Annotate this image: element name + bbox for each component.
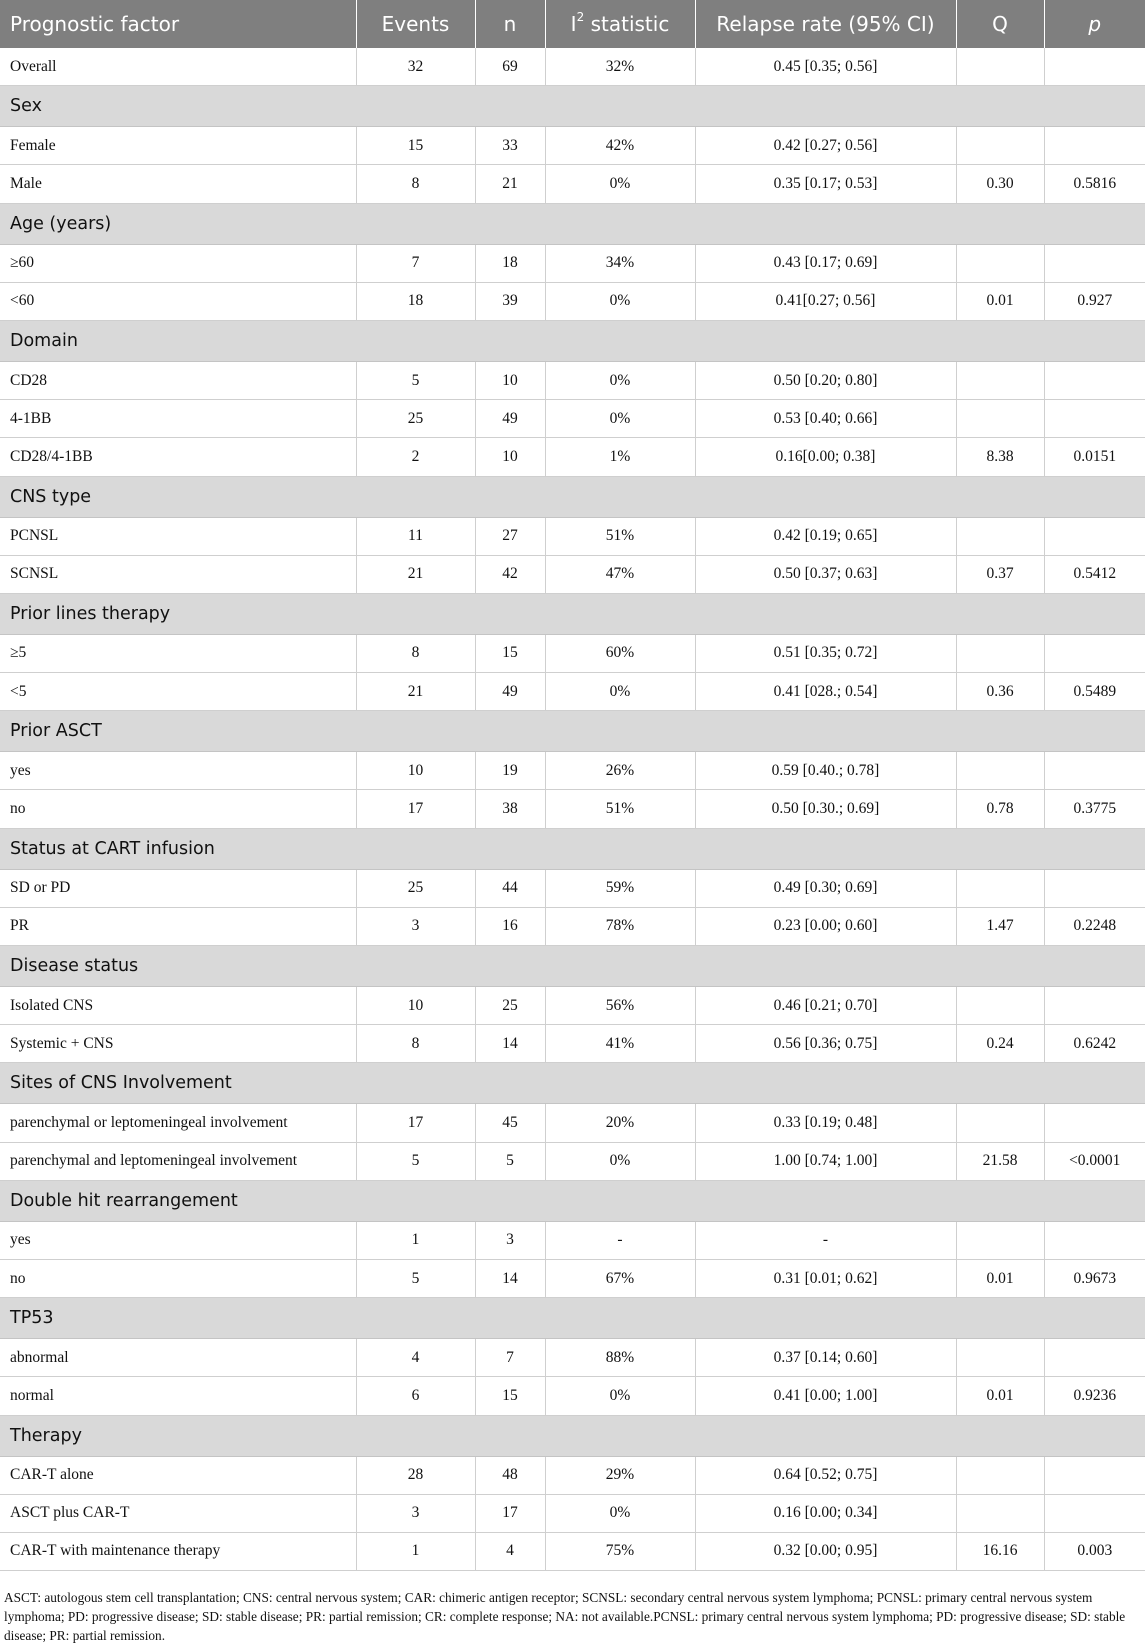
p-cell: 0.9673 [1044,1259,1145,1297]
i2-cell: 0% [545,673,695,711]
n-cell: 44 [475,869,545,907]
relapse-rate-cell: 0.42 [0.27; 0.56] [695,127,956,165]
table-row [0,673,1145,711]
n-cell: 15 [475,634,545,672]
p-cell: 0.5412 [1044,555,1145,593]
relapse-rate-cell: 0.42 [0.19; 0.65] [695,517,956,555]
events-cell: 5 [356,1142,475,1180]
q-cell [956,987,1044,1025]
q-cell: 0.78 [956,790,1044,828]
events-cell: 32 [356,48,475,86]
i2-cell: 88% [545,1339,695,1377]
table-row [0,907,1145,945]
n-cell: 16 [475,907,545,945]
table-row [0,127,1145,165]
events-cell: 17 [356,790,475,828]
events-cell: 8 [356,634,475,672]
factor-cell: <60 [0,282,356,320]
factor-cell: <5 [0,673,356,711]
p-cell [1044,517,1145,555]
q-cell: 16.16 [956,1532,1044,1570]
i2-cell: 42% [545,127,695,165]
factor-cell: SD or PD [0,869,356,907]
events-cell: 8 [356,1025,475,1063]
i2-cell: 32% [545,48,695,86]
relapse-rate-cell: 0.43 [0.17; 0.69] [695,244,956,282]
q-cell [956,1339,1044,1377]
i2-cell: 56% [545,987,695,1025]
q-cell [956,1221,1044,1259]
group-header-row [0,711,1145,752]
events-cell: 21 [356,673,475,711]
factor-cell: Male [0,165,356,203]
table-row [0,400,1145,438]
p-cell: 0.5816 [1044,165,1145,203]
i2-cell: 0% [545,282,695,320]
relapse-rate-cell: - [695,1221,956,1259]
i2-cell: 0% [545,400,695,438]
p-cell: 0.9236 [1044,1377,1145,1415]
group-label: Disease status [0,946,1145,987]
q-cell [956,361,1044,399]
i2-cell: 0% [545,1142,695,1180]
group-label: Sites of CNS Involvement [0,1063,1145,1104]
group-label: CNS type [0,476,1145,517]
n-cell: 49 [475,673,545,711]
p-cell: 0.0151 [1044,438,1145,476]
events-cell: 15 [356,127,475,165]
group-label: TP53 [0,1298,1145,1339]
table-row [0,1104,1145,1142]
relapse-rate-cell: 0.64 [0.52; 0.75] [695,1456,956,1494]
factor-cell: no [0,790,356,828]
q-cell [956,127,1044,165]
events-cell: 7 [356,244,475,282]
table-row [0,1339,1145,1377]
relapse-rate-cell: 0.41 [028.; 0.54] [695,673,956,711]
p-cell [1044,1456,1145,1494]
p-cell [1044,244,1145,282]
factor-cell: PR [0,907,356,945]
events-cell: 6 [356,1377,475,1415]
n-cell: 10 [475,361,545,399]
header-q: Q [956,0,1044,48]
q-cell: 0.01 [956,282,1044,320]
n-cell: 39 [475,282,545,320]
events-cell: 10 [356,752,475,790]
events-cell: 21 [356,555,475,593]
relapse-rate-cell: 0.41 [0.00; 1.00] [695,1377,956,1415]
header-relapse-rate: Relapse rate (95% CI) [695,0,956,48]
q-cell: 0.01 [956,1377,1044,1415]
group-label: Prior ASCT [0,711,1145,752]
table-row [0,361,1145,399]
p-cell: 0.6242 [1044,1025,1145,1063]
header-p [1044,0,1145,48]
q-cell: 0.36 [956,673,1044,711]
n-cell: 14 [475,1025,545,1063]
p-cell [1044,987,1145,1025]
n-cell: 21 [475,165,545,203]
n-cell: 48 [475,1456,545,1494]
q-cell [956,634,1044,672]
relapse-rate-cell: 0.49 [0.30; 0.69] [695,869,956,907]
i2-cell: 0% [545,165,695,203]
i2-cell: 20% [545,1104,695,1142]
i2-cell: 34% [545,244,695,282]
factor-cell: CD28/4-1BB [0,438,356,476]
group-label: Domain [0,320,1145,361]
group-label: Therapy [0,1415,1145,1456]
n-cell: 3 [475,1221,545,1259]
group-header-row [0,1063,1145,1104]
events-cell: 25 [356,869,475,907]
q-cell [956,1494,1044,1532]
group-label: Sex [0,86,1145,127]
n-cell: 49 [475,400,545,438]
q-cell [956,244,1044,282]
q-cell: 0.24 [956,1025,1044,1063]
factor-cell: 4-1BB [0,400,356,438]
group-header-row [0,476,1145,517]
p-cell [1044,1221,1145,1259]
n-cell: 5 [475,1142,545,1180]
q-cell [956,400,1044,438]
group-label: Double hit rearrangement [0,1180,1145,1221]
i2-symbol: I [570,12,577,36]
factor-cell: PCNSL [0,517,356,555]
group-header-row [0,320,1145,361]
group-header-row [0,1298,1145,1339]
factor-cell: ≥60 [0,244,356,282]
n-cell: 69 [475,48,545,86]
relapse-rate-cell: 0.23 [0.00; 0.60] [695,907,956,945]
q-cell: 0.30 [956,165,1044,203]
q-cell: 0.01 [956,1259,1044,1297]
p-cell [1044,400,1145,438]
i2-cell: 0% [545,1377,695,1415]
p-cell: <0.0001 [1044,1142,1145,1180]
i2-cell: 0% [545,361,695,399]
i2-cell: 0% [545,1494,695,1532]
n-cell: 19 [475,752,545,790]
relapse-rate-cell: 0.50 [0.37; 0.63] [695,555,956,593]
n-cell: 4 [475,1532,545,1570]
header-i2-statistic [545,0,695,48]
n-cell: 25 [475,987,545,1025]
p-cell [1044,869,1145,907]
table-row [0,634,1145,672]
n-cell: 15 [475,1377,545,1415]
group-label: Age (years) [0,203,1145,244]
table-body [0,48,1145,1571]
table-row [0,790,1145,828]
table-row [0,1377,1145,1415]
relapse-rate-cell: 0.50 [0.30.; 0.69] [695,790,956,828]
relapse-rate-cell: 0.16[0.00; 0.38] [695,438,956,476]
group-header-row [0,1415,1145,1456]
p-cell: 0.2248 [1044,907,1145,945]
table-row [0,1025,1145,1063]
i2-cell: 41% [545,1025,695,1063]
q-cell: 21.58 [956,1142,1044,1180]
table-row [0,987,1145,1025]
factor-cell: parenchymal and leptomeningeal involvement [0,1142,356,1180]
table-row [0,1221,1145,1259]
relapse-rate-cell: 0.51 [0.35; 0.72] [695,634,956,672]
table-row [0,1494,1145,1532]
group-header-row [0,86,1145,127]
i2-cell: - [545,1221,695,1259]
factor-cell: Overall [0,48,356,86]
group-header-row [0,203,1145,244]
events-cell: 25 [356,400,475,438]
i2-cell: 60% [545,634,695,672]
i2-cell: 59% [545,869,695,907]
relapse-rate-cell: 0.16 [0.00; 0.34] [695,1494,956,1532]
group-header-row [0,946,1145,987]
factor-cell: parenchymal or leptomeningeal involvement [0,1104,356,1142]
relapse-rate-cell: 0.33 [0.19; 0.48] [695,1104,956,1142]
p-cell [1044,1104,1145,1142]
relapse-rate-cell: 0.45 [0.35; 0.56] [695,48,956,86]
relapse-rate-cell: 0.41[0.27; 0.56] [695,282,956,320]
n-cell: 14 [475,1259,545,1297]
n-cell: 10 [475,438,545,476]
factor-cell: Female [0,127,356,165]
p-cell [1044,752,1145,790]
p-cell [1044,48,1145,86]
events-cell: 17 [356,1104,475,1142]
header-prognostic-factor: Prognostic factor [0,0,356,48]
n-cell: 17 [475,1494,545,1532]
table-row [0,165,1145,203]
i2-cell: 47% [545,555,695,593]
p-cell: 0.003 [1044,1532,1145,1570]
relapse-rate-cell: 0.50 [0.20; 0.80] [695,361,956,399]
table-row [0,1456,1145,1494]
events-cell: 11 [356,517,475,555]
n-cell: 7 [475,1339,545,1377]
group-header-row [0,593,1145,634]
factor-cell: no [0,1259,356,1297]
factor-cell: CAR-T with maintenance therapy [0,1532,356,1570]
q-cell [956,752,1044,790]
q-cell [956,1456,1044,1494]
i2-cell: 51% [545,790,695,828]
table-row [0,1259,1145,1297]
group-label: Status at CART infusion [0,828,1145,869]
factor-cell: SCNSL [0,555,356,593]
table-row [0,244,1145,282]
p-cell [1044,127,1145,165]
header-row [0,0,1145,48]
q-cell: 1.47 [956,907,1044,945]
header-p-label: p [1088,12,1102,36]
events-cell: 1 [356,1532,475,1570]
events-cell: 5 [356,1259,475,1297]
p-cell [1044,1339,1145,1377]
q-cell [956,869,1044,907]
q-cell: 0.37 [956,555,1044,593]
q-cell [956,517,1044,555]
table-row [0,1142,1145,1180]
p-cell: 0.3775 [1044,790,1145,828]
events-cell: 10 [356,987,475,1025]
table-row [0,438,1145,476]
relapse-rate-cell: 0.35 [0.17; 0.53] [695,165,956,203]
table-footnote: ASCT: autologous stem cell transplantation; CNS: central nervous system; CAR: chimeric antigen receptor; SCNSL: secondary central nervous system lymphoma; PCNSL: primary central nervous system lymphoma; PD: progressive disease; SD: stable disease; PR: partial remission; CR: complete response; NA: not available.PCNSL: primary central nervous system lymphoma; PD: progressive disease; SD: stable disease; PR: partial remission. [4,1590,1126,1643]
p-cell [1044,1494,1145,1532]
events-cell: 1 [356,1221,475,1259]
events-cell: 5 [356,361,475,399]
relapse-rate-cell: 0.56 [0.36; 0.75] [695,1025,956,1063]
n-cell: 38 [475,790,545,828]
events-cell: 18 [356,282,475,320]
factor-cell: ≥5 [0,634,356,672]
q-cell [956,1104,1044,1142]
events-cell: 8 [356,165,475,203]
table-row [0,752,1145,790]
i2-cell: 1% [545,438,695,476]
n-cell: 45 [475,1104,545,1142]
events-cell: 28 [356,1456,475,1494]
relapse-rate-cell: 0.46 [0.21; 0.70] [695,987,956,1025]
table-header [0,0,1145,48]
i2-cell: 78% [545,907,695,945]
group-label: Prior lines therapy [0,593,1145,634]
i2-cell: 26% [545,752,695,790]
n-cell: 33 [475,127,545,165]
p-cell [1044,634,1145,672]
events-cell: 3 [356,907,475,945]
n-cell: 42 [475,555,545,593]
events-cell: 4 [356,1339,475,1377]
factor-cell: CAR-T alone [0,1456,356,1494]
group-header-row [0,1180,1145,1221]
factor-cell: Isolated CNS [0,987,356,1025]
group-header-row [0,828,1145,869]
relapse-rate-cell: 0.59 [0.40.; 0.78] [695,752,956,790]
i2-cell: 29% [545,1456,695,1494]
factor-cell: yes [0,752,356,790]
p-cell: 0.5489 [1044,673,1145,711]
n-cell: 18 [475,244,545,282]
i2-statistic-word: statistic [590,12,670,36]
i2-cell: 75% [545,1532,695,1570]
table-row [0,1532,1145,1570]
q-cell: 8.38 [956,438,1044,476]
factor-cell: ASCT plus CAR-T [0,1494,356,1532]
i2-cell: 51% [545,517,695,555]
factor-cell: abnormal [0,1339,356,1377]
header-n: n [475,0,545,48]
relapse-rate-cell: 0.53 [0.40; 0.66] [695,400,956,438]
factor-cell: normal [0,1377,356,1415]
n-cell: 27 [475,517,545,555]
header-events: Events [356,0,475,48]
i2-cell: 67% [545,1259,695,1297]
table-row [0,869,1145,907]
factor-cell: yes [0,1221,356,1259]
table-row [0,555,1145,593]
q-cell [956,48,1044,86]
relapse-rate-cell: 0.37 [0.14; 0.60] [695,1339,956,1377]
relapse-rate-cell: 0.32 [0.00; 0.95] [695,1532,956,1570]
events-cell: 2 [356,438,475,476]
table-row [0,282,1145,320]
i2-superscript: 2 [576,10,585,25]
factor-cell: CD28 [0,361,356,399]
relapse-rate-cell: 1.00 [0.74; 1.00] [695,1142,956,1180]
table-row [0,48,1145,86]
relapse-rate-cell: 0.31 [0.01; 0.62] [695,1259,956,1297]
events-cell: 3 [356,1494,475,1532]
table-row [0,517,1145,555]
p-cell [1044,361,1145,399]
factor-cell: Systemic + CNS [0,1025,356,1063]
p-cell: 0.927 [1044,282,1145,320]
